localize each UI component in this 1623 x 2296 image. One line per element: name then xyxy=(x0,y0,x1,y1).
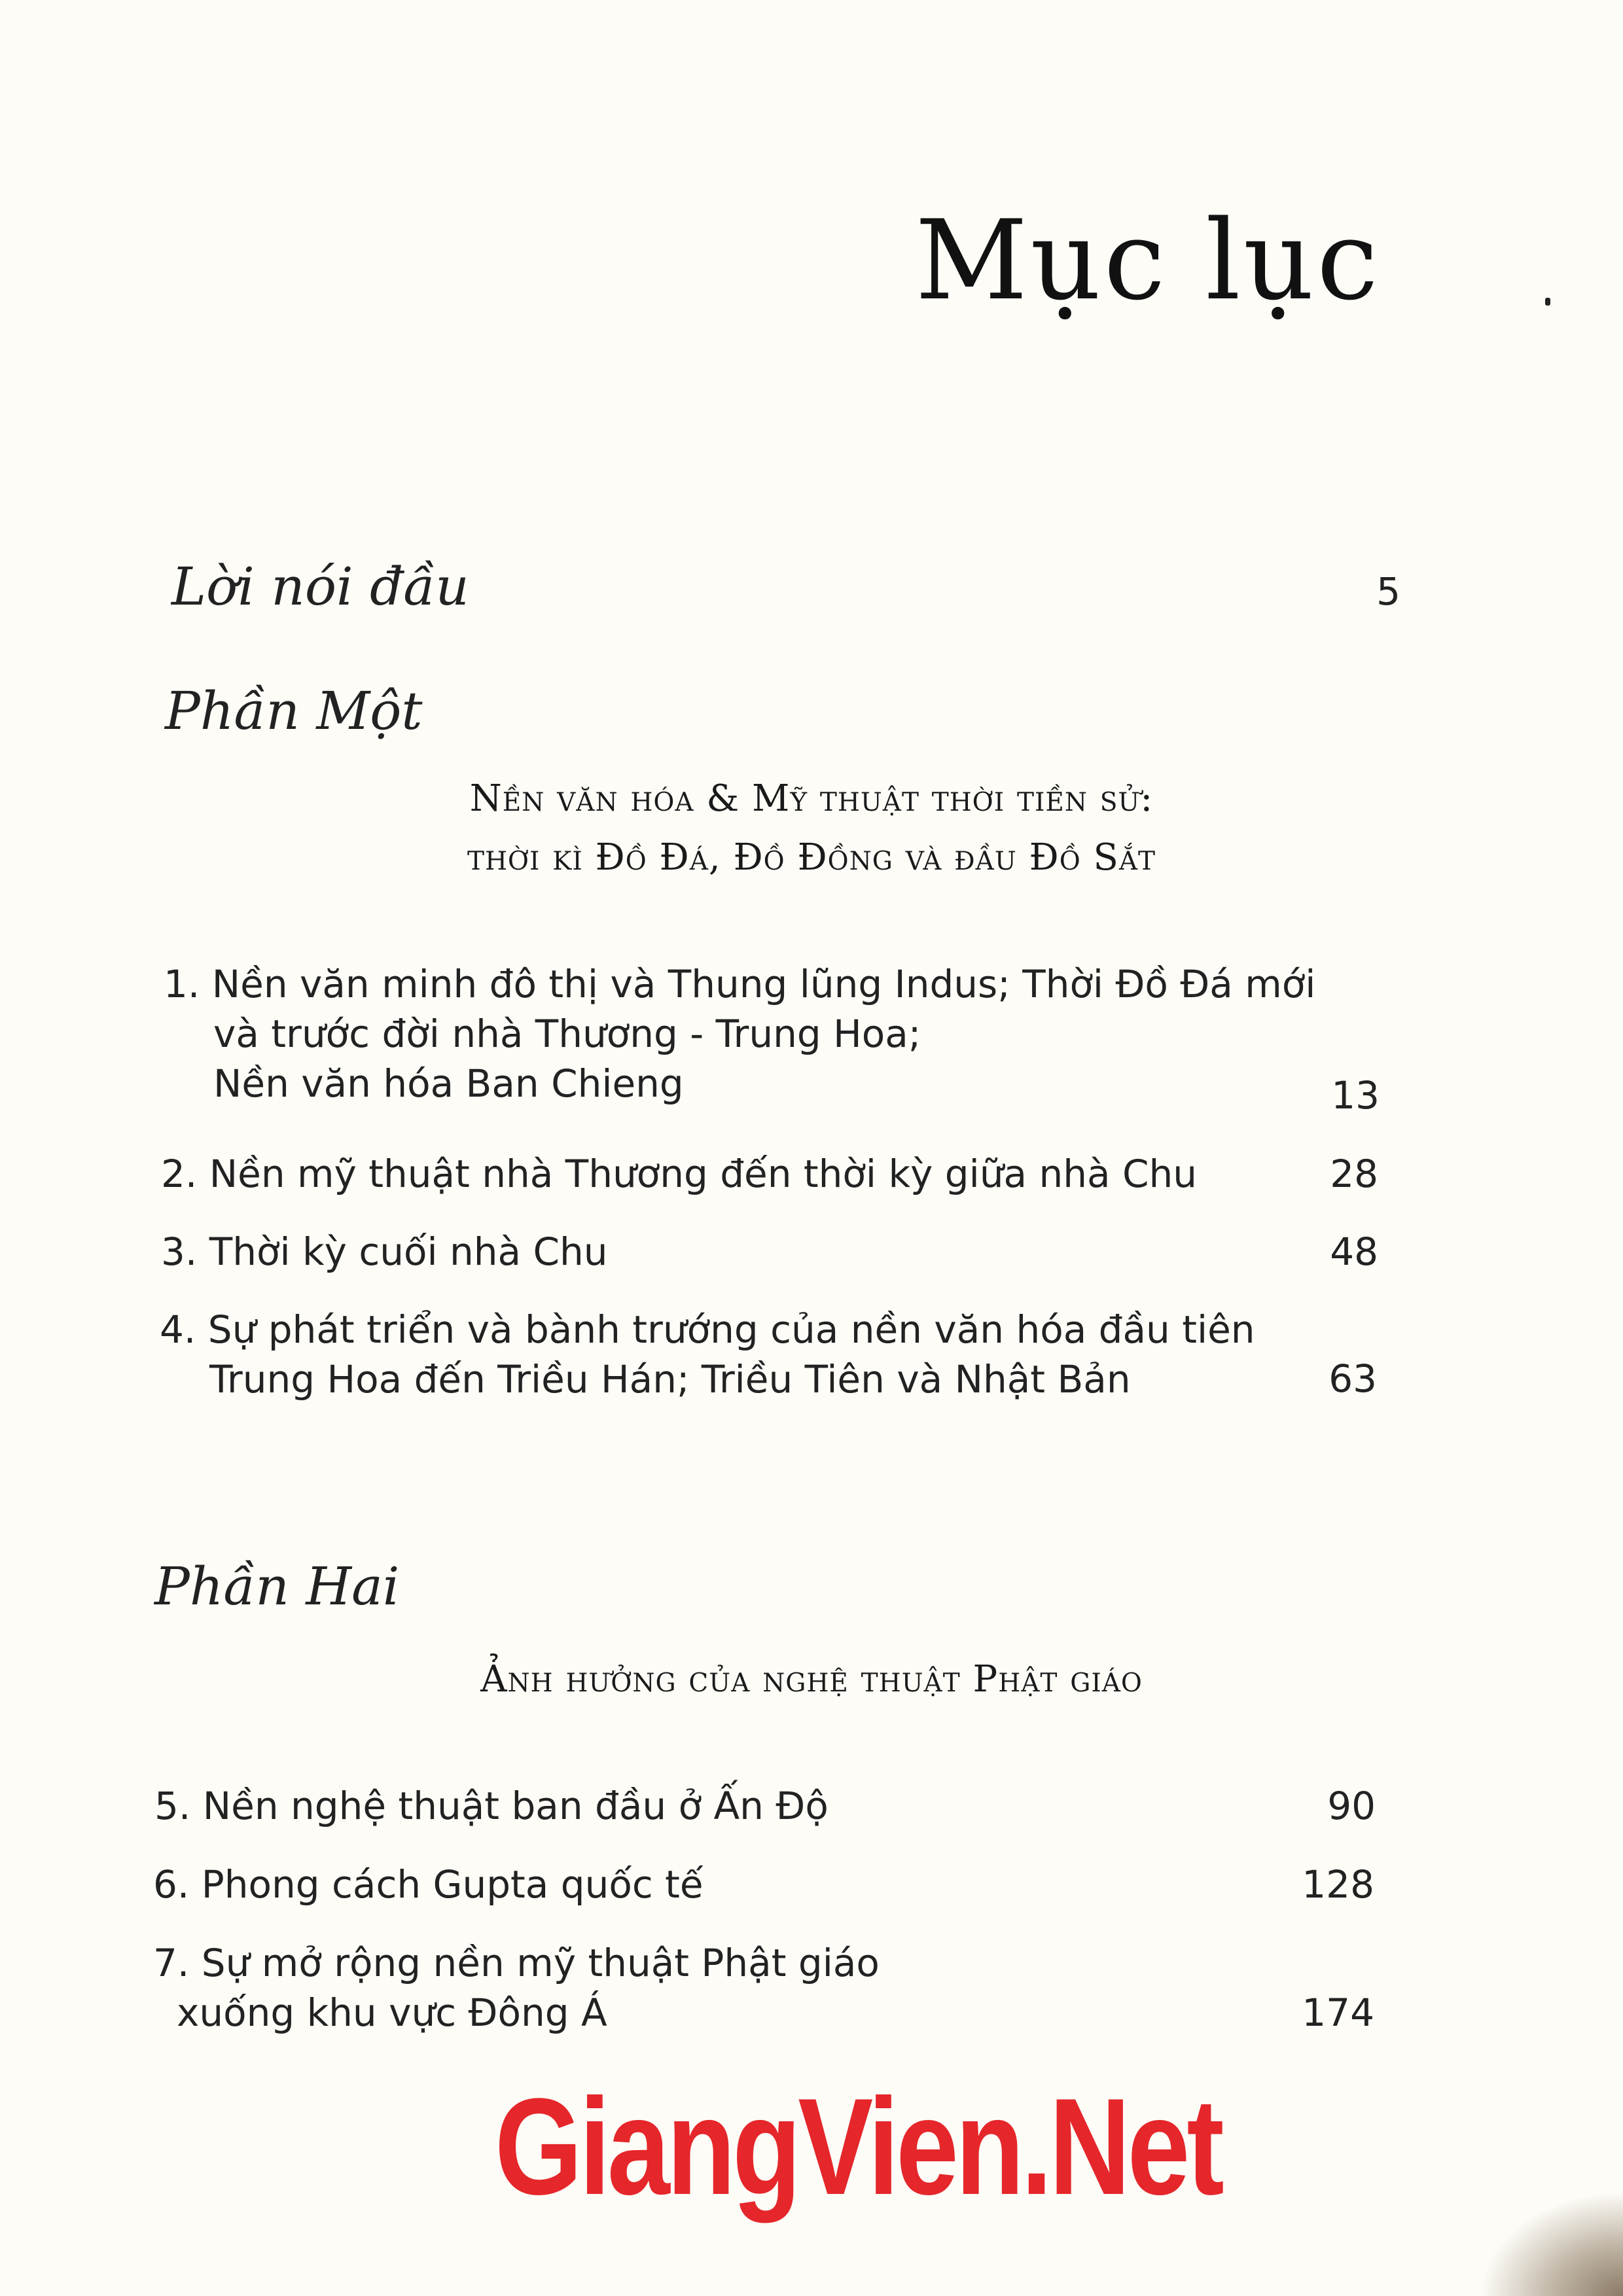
toc-entry-7-line-2: xuống khu vực Đông Á xyxy=(177,1990,607,2035)
watermark-logo: GiangVien.Net xyxy=(495,2070,1221,2223)
toc-entry-4-page: 63 xyxy=(1329,1356,1377,1401)
toc-entry-6-page: 128 xyxy=(1302,1862,1374,1907)
ink-dot xyxy=(1545,298,1550,306)
preface-label[interactable]: Lời nói đầu xyxy=(171,556,469,617)
part-two-heading: Ảnh hưởng của nghệ thuật Phật giáo xyxy=(480,1658,1143,1701)
toc-entry-2-page: 28 xyxy=(1330,1152,1378,1196)
toc-entry-1-line-2: và trước đời nhà Thương - Trung Hoa; xyxy=(213,1012,921,1056)
part-two-label: Phần Hai xyxy=(154,1556,400,1617)
toc-entry-6-line-1: 6. Phong cách Gupta quốc tế xyxy=(153,1862,704,1907)
toc-entry-4-line-1: 4. Sự phát triển và bành trướng của nền văn hóa đầu tiên xyxy=(160,1307,1255,1352)
toc-entry-1-line-1: 1. Nền văn minh đô thị và Thung lũng Indus; Thời Đồ Đá mới xyxy=(164,962,1316,1006)
toc-entry-2[interactable] xyxy=(161,1149,1197,1199)
part-one-label: Phần Một xyxy=(165,680,423,741)
part-one-heading-line-1: Nền văn hóa & Mỹ thuật thời tiền sử: xyxy=(469,777,1154,820)
toc-entry-5-line-1: 5. Nền nghệ thuật ban đầu ở Ấn Độ xyxy=(154,1784,829,1828)
toc-entry-5-page: 90 xyxy=(1327,1784,1376,1828)
toc-entry-3[interactable] xyxy=(161,1227,608,1277)
toc-entry-6[interactable] xyxy=(153,1860,704,1909)
part-one-heading-line-2: thời kì Đồ Đá, Đồ Đồng và đầu Đồ Sắt xyxy=(467,836,1156,879)
page-corner-smudge xyxy=(1479,2191,1623,2296)
toc-entry-5[interactable] xyxy=(154,1781,829,1831)
preface-page: 5 xyxy=(1376,569,1400,614)
toc-entry-1[interactable] xyxy=(164,959,1315,1108)
toc-entry-7-page: 174 xyxy=(1302,1990,1374,2035)
page-title: Mục lục xyxy=(915,196,1381,325)
toc-entry-3-page: 48 xyxy=(1330,1229,1378,1274)
toc-entry-4-line-2: Trung Hoa đến Triều Hán; Triều Tiên và Nhật Bản xyxy=(209,1357,1131,1402)
toc-entry-3-line-1: 3. Thời kỳ cuối nhà Chu xyxy=(161,1229,608,1274)
toc-entry-7-line-1: 7. Sự mở rộng nền mỹ thuật Phật giáo xyxy=(153,1941,880,1985)
toc-entry-1-page: 13 xyxy=(1331,1073,1380,1118)
toc-entry-7[interactable] xyxy=(153,1938,880,2038)
toc-entry-2-line-1: 2. Nền mỹ thuật nhà Thương đến thời kỳ giữa nhà Chu xyxy=(161,1152,1197,1196)
toc-entry-1-line-3: Nền văn hóa Ban Chieng xyxy=(213,1061,684,1106)
toc-entry-4[interactable] xyxy=(160,1305,1255,1404)
